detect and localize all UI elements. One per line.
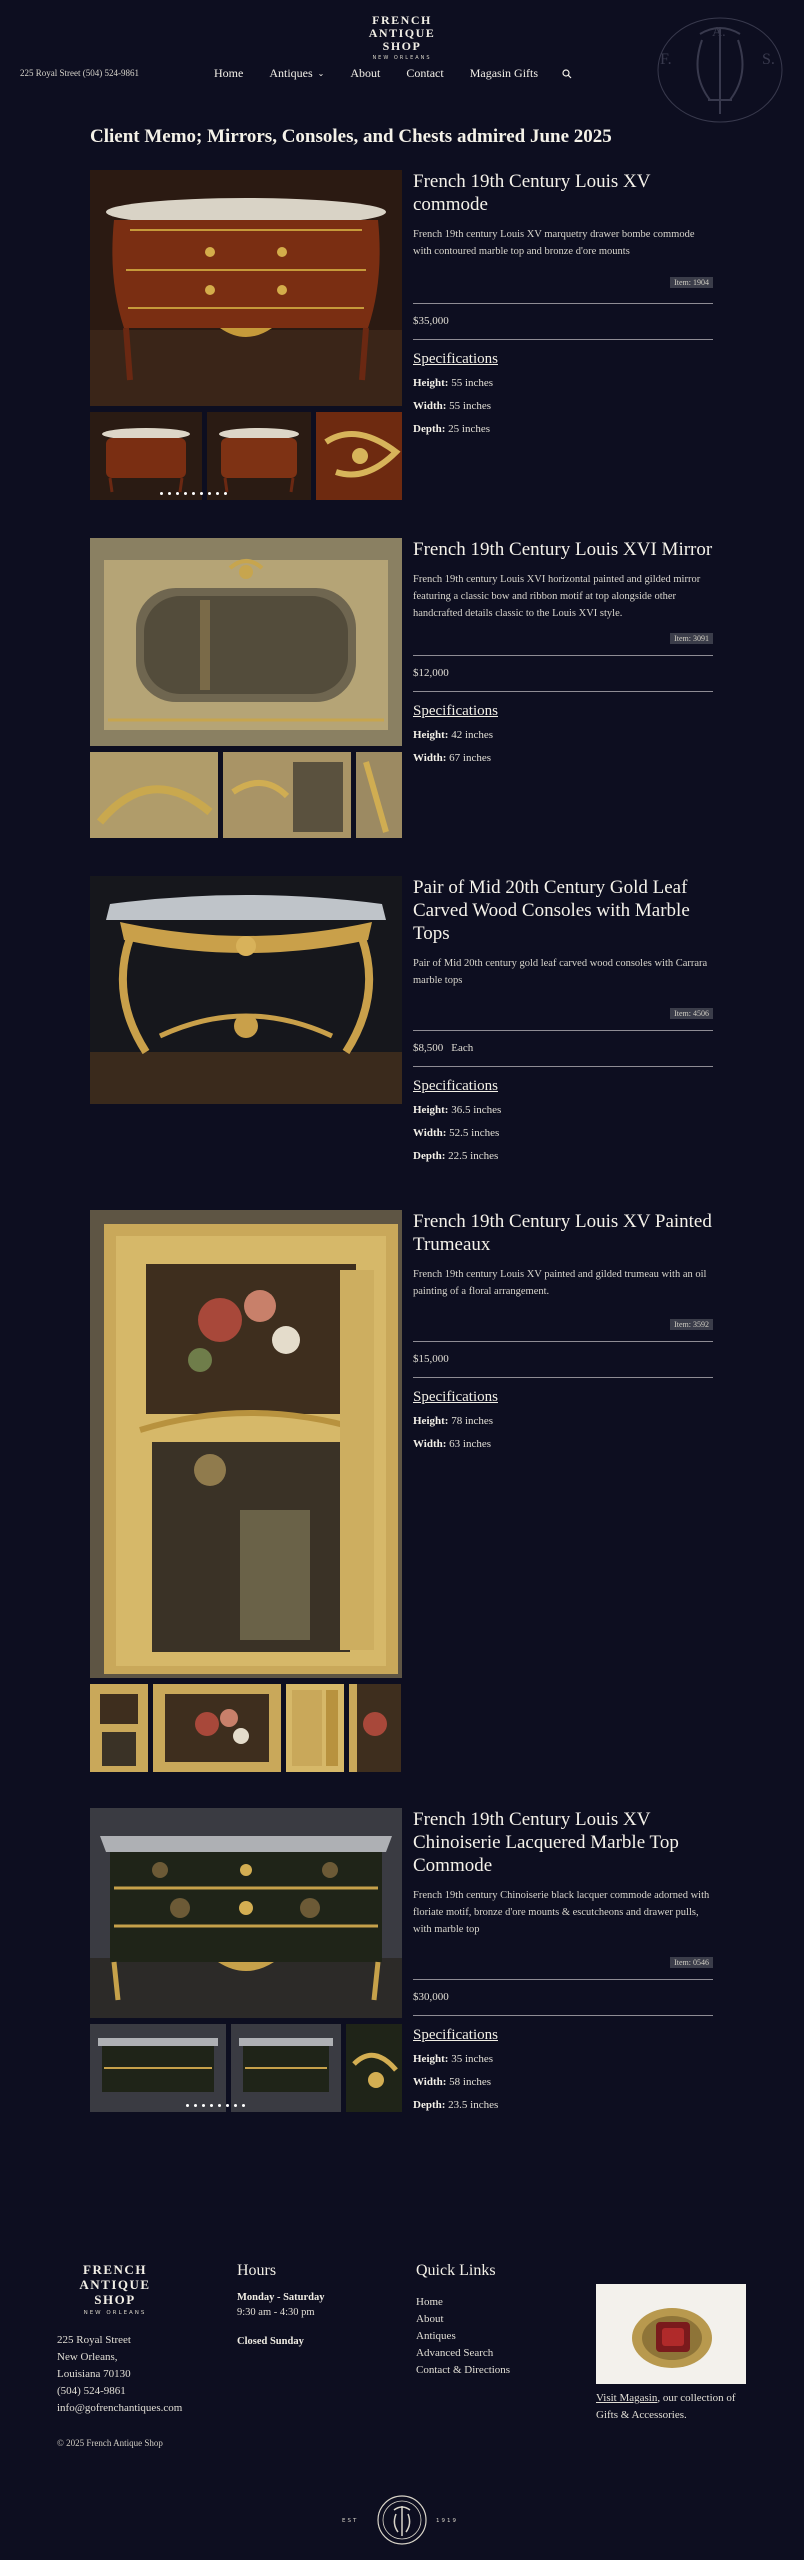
product-thumbnails <box>90 752 402 838</box>
product-description: French 19th century Louis XVI horizontal painted and gilded mirror featuring a classic bow and ribbon motif at top alongside other handcrafted details classic to the Louis XVI style. <box>413 574 701 619</box>
divider <box>413 303 713 304</box>
spec-value: 58 inches <box>449 2076 492 2088</box>
product-description: French 19th century Chinoiserie black lacquer commode adorned with floriate motif, bronze d'ore mounts & escutcheons and drawer pulls, with marble top <box>413 1890 710 1935</box>
specifications-heading[interactable]: Specifications <box>413 2027 498 2043</box>
spec-row <box>413 375 713 391</box>
spec-value: 55 inches <box>449 400 492 412</box>
spec-value: 63 inches <box>449 1438 492 1450</box>
specifications-heading[interactable]: Specifications <box>413 1078 498 1094</box>
product-thumbnail[interactable] <box>223 752 351 838</box>
spec-row <box>413 1436 713 1452</box>
magasin-description: , our collection of Gifts & Accessories. <box>596 2392 736 2421</box>
footer-quick-links <box>416 2262 510 2379</box>
divider <box>413 1979 713 1980</box>
item-number-badge: Item: 4506 <box>670 1008 713 1019</box>
footer-link-contact[interactable]: Contact & Directions <box>416 2364 511 2376</box>
specifications-heading[interactable]: Specifications <box>413 351 498 367</box>
carousel-dot[interactable] <box>208 492 211 495</box>
product-main-image[interactable] <box>90 1808 402 2018</box>
carousel-dot[interactable] <box>176 492 179 495</box>
product-main-image[interactable] <box>90 1210 402 1678</box>
spec-row <box>413 2074 713 2090</box>
carousel-dot[interactable] <box>202 2104 205 2107</box>
divider <box>413 339 713 340</box>
carousel-dots <box>186 2104 245 2107</box>
footer-link-antiques[interactable]: Antiques <box>416 2330 456 2342</box>
product-thumbnail[interactable] <box>316 412 402 500</box>
footer-address <box>57 2332 182 2417</box>
address-line: Louisiana 70130 <box>57 2368 131 2380</box>
svg-text:S.: S. <box>762 51 775 68</box>
spec-label: Width: <box>413 752 447 764</box>
product-thumbnails <box>90 2024 402 2112</box>
product-card <box>90 538 714 838</box>
nav-about-label: About <box>350 66 381 80</box>
spec-label: Height: <box>413 729 449 741</box>
carousel-dot[interactable] <box>184 492 187 495</box>
carousel-dot[interactable] <box>216 492 219 495</box>
footer-logo-line-1: FRENCH <box>83 2262 147 2277</box>
footer-link-home[interactable]: Home <box>416 2296 443 2308</box>
spec-value: 23.5 inches <box>448 2099 499 2111</box>
svg-text:F.: F. <box>660 51 672 68</box>
product-info <box>413 538 713 766</box>
price-value: $30,000 <box>413 1991 449 2003</box>
header-address: 225 Royal Street (504) 524-9861 <box>20 68 139 78</box>
phone-link[interactable]: (504) 524-9861 <box>57 2385 126 2397</box>
quick-links-heading: Quick Links <box>416 2262 496 2279</box>
product-info <box>413 876 713 1164</box>
divider <box>413 1377 713 1378</box>
spec-list <box>413 1413 713 1452</box>
product-main-image[interactable] <box>90 170 402 406</box>
product-thumbnail[interactable] <box>90 1684 148 1772</box>
magasin-image[interactable] <box>596 2284 746 2384</box>
carousel-dot[interactable] <box>186 2104 189 2107</box>
logo-line-1: FRENCH <box>372 13 432 27</box>
specifications-heading[interactable]: Specifications <box>413 703 498 719</box>
visit-magasin-link[interactable]: Visit Magasin <box>596 2392 658 2404</box>
divider <box>413 655 713 656</box>
spec-label: Width: <box>413 400 447 412</box>
divider <box>413 1030 713 1031</box>
nav-antiques[interactable] <box>269 66 324 81</box>
product-description: French 19th century Louis XV painted and gilded trumeau with an oil painting of a floral arrangement. <box>413 1269 707 1297</box>
product-title[interactable]: French 19th Century Louis XVI Mirror <box>413 539 713 560</box>
price-suffix: Each <box>451 1042 474 1054</box>
spec-label: Height: <box>413 1415 449 1427</box>
email-link[interactable]: info@gofrenchantiques.com <box>57 2402 183 2414</box>
nav-contact-label: Contact <box>406 66 444 80</box>
product-price <box>413 315 713 327</box>
footer-logo-line-2: ANTIQUE SHOP <box>79 2277 151 2307</box>
spec-row <box>413 1102 713 1118</box>
memo-title: Client Memo; Mirrors, Consoles, and Chests admired June 2025 <box>90 126 612 147</box>
address-line: New Orleans, <box>57 2351 118 2363</box>
logo-line-3: NEW ORLEANS <box>372 55 432 61</box>
hours-days: Monday - Saturday <box>237 2292 325 2303</box>
carousel-dot[interactable] <box>242 2104 245 2107</box>
divider <box>413 691 713 692</box>
product-price <box>413 1353 713 1365</box>
spec-label: Width: <box>413 1438 447 1450</box>
nav-home-label: Home <box>214 66 244 80</box>
monogram-emblem-icon <box>650 14 790 126</box>
chevron-down-icon: ⌄ <box>317 69 325 78</box>
price-value: $12,000 <box>413 667 449 679</box>
spec-label: Depth: <box>413 423 446 435</box>
spec-row <box>413 421 713 437</box>
carousel-dot[interactable] <box>200 492 203 495</box>
product-thumbnail[interactable] <box>90 412 202 500</box>
divider <box>413 1341 713 1342</box>
carousel-dot[interactable] <box>194 2104 197 2107</box>
spec-row <box>413 398 713 414</box>
spec-row <box>413 727 713 743</box>
product-description: Pair of Mid 20th century gold leaf carved wood consoles with Carrara marble tops <box>413 958 708 986</box>
hours-heading: Hours <box>237 2262 277 2279</box>
product-info <box>413 170 713 437</box>
spec-value: 35 inches <box>451 2053 494 2065</box>
nav-home[interactable] <box>214 66 243 81</box>
product-title[interactable]: Pair of Mid 20th Century Gold Leaf Carved Wood Consoles with Marble Tops <box>413 877 690 944</box>
est-label: EST <box>342 2518 359 2524</box>
product-thumbnail[interactable] <box>90 2024 226 2112</box>
spec-value: 67 inches <box>449 752 492 764</box>
spec-list <box>413 1102 713 1164</box>
footer-hours <box>237 2262 325 2347</box>
carousel-dot[interactable] <box>226 2104 229 2107</box>
spec-row <box>413 2097 713 2113</box>
spec-value: 25 inches <box>448 423 490 435</box>
spec-value: 22.5 inches <box>448 1150 499 1162</box>
product-info <box>413 1210 713 1452</box>
product-card <box>90 876 714 1176</box>
product-thumbnail[interactable] <box>90 752 218 838</box>
item-number-badge: Item: 3592 <box>670 1319 713 1330</box>
product-thumbnail[interactable] <box>346 2024 402 2112</box>
product-price <box>413 1991 713 2003</box>
spec-value: 52.5 inches <box>449 1127 500 1139</box>
carousel-dots <box>160 492 227 495</box>
hours-time: 9:30 am - 4:30 pm <box>237 2307 315 2318</box>
product-main-image[interactable] <box>90 876 402 1104</box>
carousel-dot[interactable] <box>210 2104 213 2107</box>
footer-logo-line-3: NEW ORLEANS <box>83 2310 147 2316</box>
spec-label: Height: <box>413 1104 449 1116</box>
footer-link-about[interactable]: About <box>416 2313 444 2325</box>
price-value: $35,000 <box>413 315 449 327</box>
product-card <box>90 170 714 500</box>
spec-label: Height: <box>413 377 449 389</box>
product-thumbnail[interactable] <box>356 752 402 838</box>
price-value: $15,000 <box>413 1353 449 1365</box>
specifications-heading[interactable]: Specifications <box>413 1389 498 1405</box>
carousel-dot[interactable] <box>218 2104 221 2107</box>
product-title[interactable]: French 19th Century Louis XV commode <box>413 171 651 215</box>
hours-closed: Closed Sunday <box>237 2336 304 2347</box>
footer-logo[interactable] <box>57 2262 173 2316</box>
product-thumbnail[interactable] <box>231 2024 341 2112</box>
carousel-dot[interactable] <box>192 492 195 495</box>
spec-row <box>413 1413 713 1429</box>
spec-label: Depth: <box>413 1150 446 1162</box>
spec-list <box>413 375 713 437</box>
product-thumbnails <box>90 1684 402 1772</box>
nav-magasin-gifts[interactable] <box>470 66 538 81</box>
spec-value: 55 inches <box>451 377 494 389</box>
product-thumbnail[interactable] <box>349 1684 401 1772</box>
spec-label: Depth: <box>413 2099 446 2111</box>
product-card <box>90 1210 714 1772</box>
spec-row <box>413 1148 713 1164</box>
product-info <box>413 1808 713 2113</box>
divider <box>413 1066 713 1067</box>
spec-list <box>413 2051 713 2113</box>
divider <box>413 2015 713 2016</box>
site-footer <box>0 2240 804 2560</box>
est-year: 1919 <box>436 2518 458 2524</box>
nav-antiques-label: Antiques <box>269 66 313 80</box>
carousel-dot[interactable] <box>224 492 227 495</box>
spec-value: 42 inches <box>451 729 494 741</box>
carousel-dot[interactable] <box>160 492 163 495</box>
item-number-badge: Item: 0546 <box>670 1957 713 1968</box>
est-emblem-icon <box>376 2494 428 2546</box>
site-header <box>0 0 804 100</box>
carousel-dot[interactable] <box>234 2104 237 2107</box>
product-card <box>90 1808 714 2112</box>
spec-label: Height: <box>413 2053 449 2065</box>
product-thumbnail[interactable] <box>286 1684 344 1772</box>
product-thumbnail[interactable] <box>207 412 311 500</box>
spec-row <box>413 1125 713 1141</box>
footer-link-advanced-search[interactable]: Advanced Search <box>416 2347 494 2359</box>
product-price <box>413 1042 713 1054</box>
spec-row <box>413 750 713 766</box>
address-line: 225 Royal Street <box>57 2334 131 2346</box>
item-number-badge: Item: 1904 <box>670 277 713 288</box>
spec-list <box>413 727 713 766</box>
spec-label: Width: <box>413 2076 447 2088</box>
copyright: © 2025 French Antique Shop <box>57 2438 163 2448</box>
product-price <box>413 667 713 679</box>
product-thumbnail[interactable] <box>153 1684 281 1772</box>
logo-line-2: ANTIQUE SHOP <box>368 26 436 53</box>
site-logo[interactable] <box>352 14 452 61</box>
product-title[interactable]: French 19th Century Louis XV Chinoiserie Lacquered Marble Top Commode <box>413 1809 679 1876</box>
footer-magasin <box>596 2284 746 2424</box>
nav-about[interactable] <box>350 66 380 81</box>
product-title[interactable]: French 19th Century Louis XV Painted Trumeaux <box>413 1211 712 1255</box>
magasin-text <box>596 2390 746 2424</box>
product-thumbnails <box>90 412 402 500</box>
main-nav <box>214 66 598 81</box>
search-icon[interactable] <box>562 66 572 81</box>
spec-label: Width: <box>413 1127 447 1139</box>
nav-magasin-label: Magasin Gifts <box>469 66 539 80</box>
nav-contact[interactable] <box>406 66 443 81</box>
price-value: $8,500 <box>413 1042 444 1054</box>
spec-value: 36.5 inches <box>451 1104 502 1116</box>
svg-text:A.: A. <box>712 25 726 40</box>
spec-row <box>413 2051 713 2067</box>
product-main-image[interactable] <box>90 538 402 746</box>
carousel-dot[interactable] <box>168 492 171 495</box>
spec-value: 78 inches <box>451 1415 494 1427</box>
product-description: French 19th century Louis XV marquetry drawer bombe commode with contoured marble top and bronze d'ore mounts <box>413 229 695 257</box>
item-number-badge: Item: 3091 <box>670 633 713 644</box>
